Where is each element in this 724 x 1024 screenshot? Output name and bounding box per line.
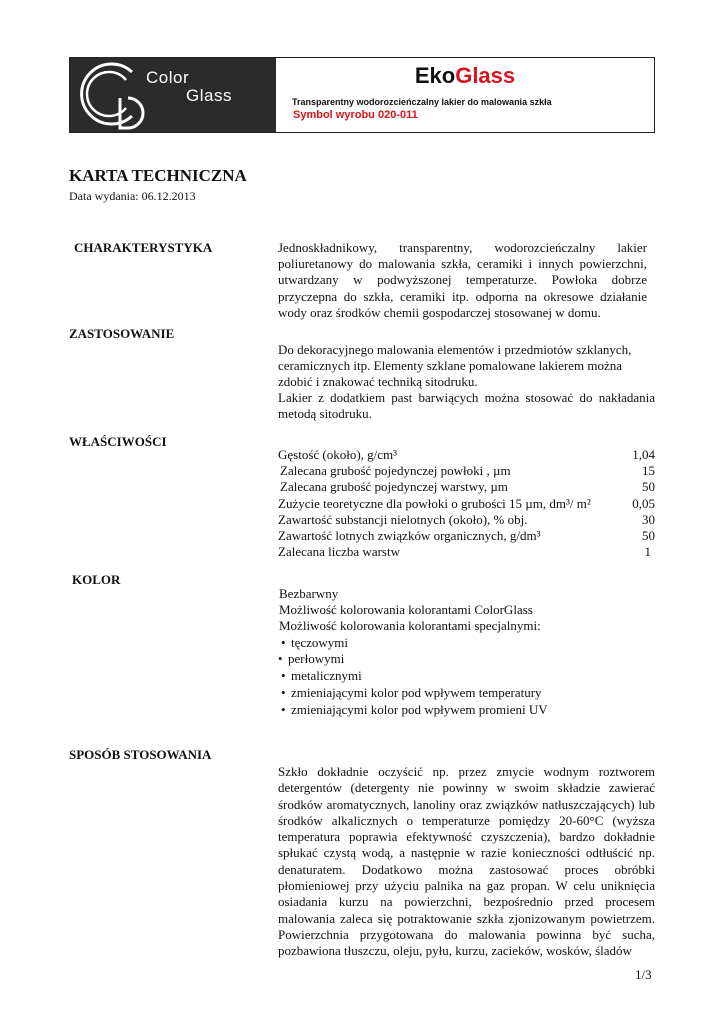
section-label-properties: WŁAŚCIWOŚCI	[69, 434, 167, 449]
list-item-text: zmieniającymi kolor pod wpływem temperatury	[291, 685, 542, 700]
property-value: 30	[642, 511, 655, 527]
list-item	[279, 685, 655, 702]
page-number: 1/3	[635, 967, 652, 982]
product-subtitle: Transparentny wodorozcieńczalny lakier do malowania szkła	[292, 97, 552, 107]
product-symbol: Symbol wyrobu 020-011	[293, 109, 418, 121]
property-row	[278, 479, 655, 495]
property-label: Zawartość lotnych związków organicznych, g/dm³	[278, 527, 541, 543]
section-label-usage: SPOSÓB STOSOWANIA	[69, 747, 212, 762]
property-label: Zalecana grubość pojedynczej powłoki , µm	[280, 463, 511, 479]
usage-text: Szkło dokładnie oczyścić np. przez zmycie wodnym roztworem detergentów (detergenty nie powinny w swoim składzie zawierać środków aromatycznych, lanoliny oraz związków natłuszczających) lub środków alkalicznych o temperaturze pomiędzy 20-60°C (wyższa temperatura poprawia efektywność czyszczenia), bardzo dokładnie spłukać czystą wodą, a następnie w razie konieczności odtłuścić np. denaturatem. Dodatkowo można zastosować proces obróbki płomieniowej przy użyciu palnika na gaz propan. W celu uniknięcia osiadania kurzu na powierzchni, bezpośrednio przed procesem malowania zaleca się potraktowanie szkła zjonizowanym powietrzem. Powierzchnia przygotowana do malowania powinna być sucha, pozbawiona tłuszczu, oleju, pyłu, kurzu, zacieków, wosków, śladów	[278, 764, 655, 959]
property-label: Zalecana liczba warstw	[278, 544, 400, 560]
color-block	[279, 586, 655, 719]
property-row	[278, 447, 655, 463]
colorglass-logo	[70, 58, 276, 132]
section-label-color: KOLOR	[72, 572, 121, 587]
list-item-text: tęczowymi	[291, 634, 349, 650]
property-label: Gęstość (około), g/cm³	[278, 447, 398, 462]
list-item-text: perłowymi	[288, 651, 345, 667]
property-row	[278, 463, 655, 479]
bullet-icon: •	[281, 634, 286, 650]
bullet-icon: •	[281, 685, 286, 700]
property-label: Zawartość substancji nielotnych (około), % obj.	[278, 511, 528, 527]
special-colorants-list	[279, 635, 655, 719]
application-text-2: Lakier z dodatkiem past barwiących można stosować do nakładania metodą sitodruku.	[278, 390, 655, 422]
list-item	[279, 668, 655, 685]
logo-word-color: Color	[146, 68, 190, 87]
list-item	[276, 651, 655, 668]
brand-title	[276, 63, 654, 89]
property-label: Zalecana grubość pojedynczej warstwy, µm	[280, 479, 508, 495]
bullet-icon: •	[281, 668, 286, 684]
property-row	[278, 544, 655, 560]
document-title: KARTA TECHNICZNA	[69, 166, 247, 185]
property-label: Zużycie teoretyczne dla powłoki o grubości 15 µm, dm³/ m²	[278, 495, 591, 511]
brand-title-glass: Glass	[455, 63, 516, 88]
property-value: 15	[642, 463, 655, 479]
characteristics-text: Jednoskładnikowy, transparentny, wodorozcieńczalny lakier poliuretanowy do malowania szkła, ceramiki i innych powierzchni, utwardzany w podwyższonej temperaturze. Powłoka dobrze przyczepna do szkła, ceramiki itp. odporna na okresowe działanie wody oraz środków chemii gospodarczej stosowanej w domu.	[278, 240, 647, 320]
property-row	[278, 496, 655, 512]
application-text-1: Do dekoracyjnego malowania elementów i przedmiotów szklanych, ceramicznych itp. Elementy szklane pomalowane lakierem można zdobić i znakować techniką sitodruku.	[278, 342, 632, 390]
document-header	[69, 57, 655, 133]
list-item-text: zmieniającymi kolor pod wpływem promieni UV	[291, 701, 548, 717]
property-value: 1	[644, 544, 651, 560]
color-line: Możliwość kolorowania kolorantami specjalnymi:	[279, 618, 541, 634]
bullet-icon: •	[281, 701, 286, 717]
brand-title-eko: Eko	[414, 63, 456, 88]
property-value: 50	[642, 479, 655, 495]
property-value: 1,04	[632, 447, 655, 462]
issue-date: Data wydania: 06.12.2013	[69, 189, 196, 203]
section-label-characteristics: CHARAKTERYSTYKA	[74, 240, 213, 255]
logo-word-glass: Glass	[186, 86, 232, 105]
property-row	[278, 512, 655, 528]
section-label-application: ZASTOSOWANIE	[69, 326, 175, 341]
list-item-text: metalicznymi	[291, 668, 362, 684]
property-row	[278, 528, 655, 544]
property-value: 50	[642, 527, 655, 543]
properties-table	[278, 447, 655, 560]
property-value: 0,05	[632, 495, 655, 511]
color-line: Możliwość kolorowania kolorantami ColorGlass	[279, 602, 533, 618]
brand-block	[276, 58, 654, 132]
list-item	[279, 702, 655, 719]
list-item	[279, 635, 655, 652]
color-line: Bezbarwny	[279, 586, 339, 601]
bullet-icon: •	[278, 651, 283, 667]
